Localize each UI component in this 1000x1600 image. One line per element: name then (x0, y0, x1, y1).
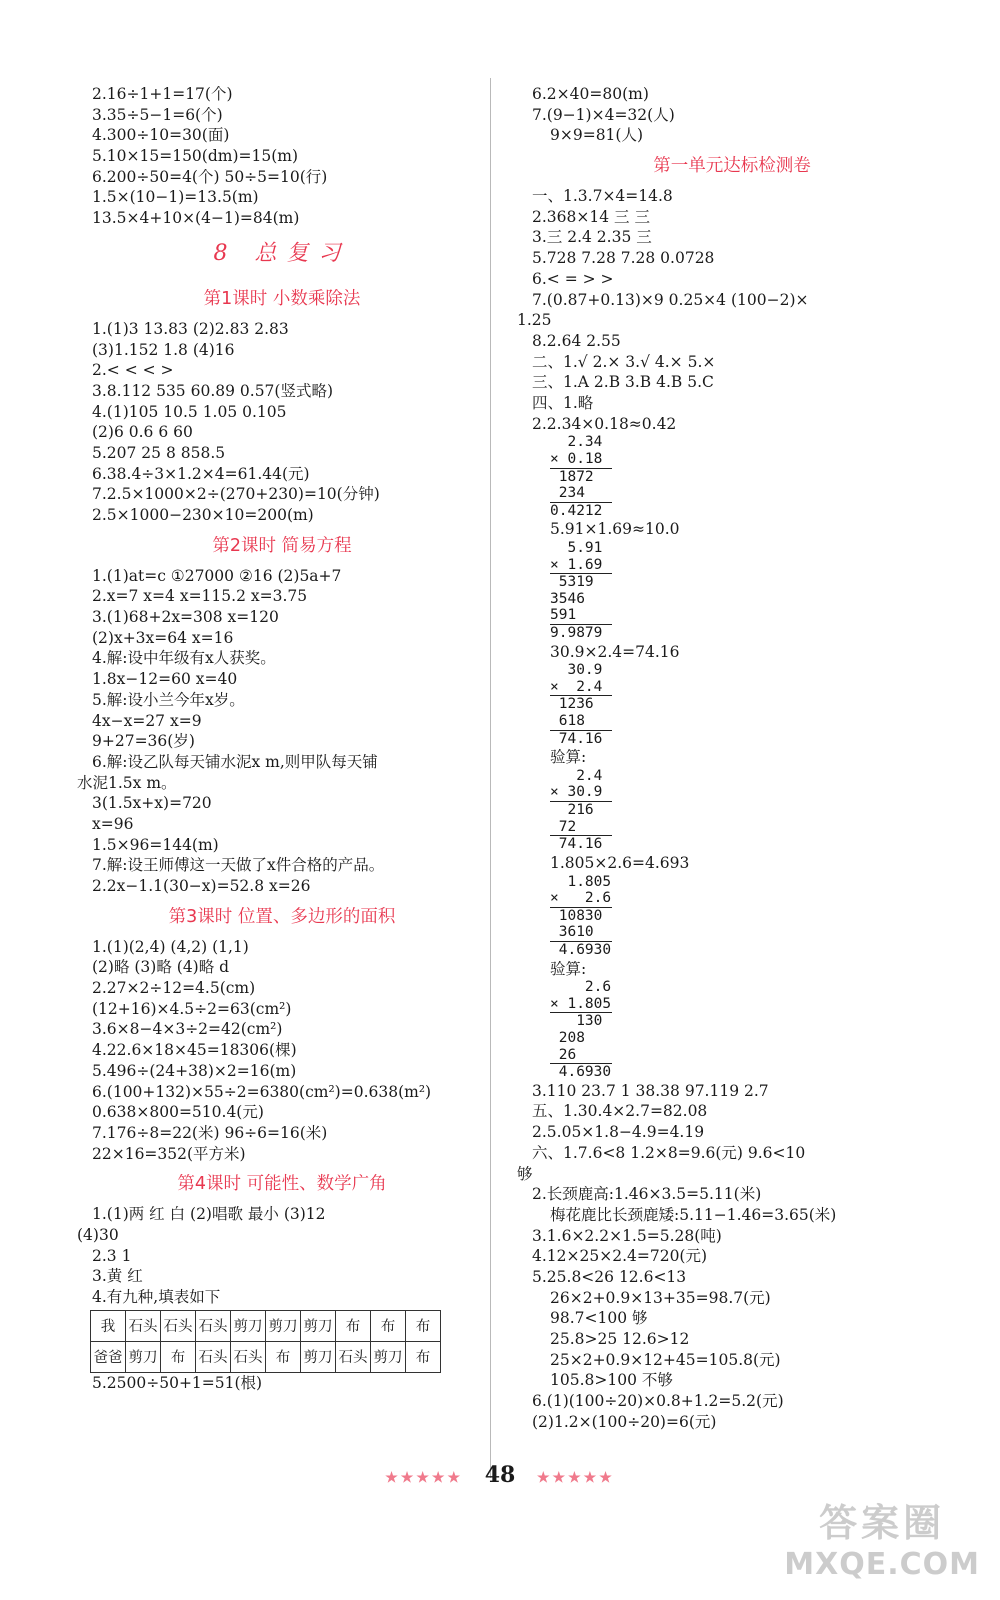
table-cell: 布 (336, 1310, 371, 1341)
calc-row: × 2.4 (550, 678, 603, 695)
outcome-table (90, 1310, 441, 1373)
answer-line: 3.110 23.7 1 38.38 97.119 2.7 (532, 1081, 769, 1100)
calc-row: × 30.9 (550, 784, 603, 801)
answer-line: 0.638×800=510.4(元) (92, 1103, 264, 1122)
calc-row: 26 (550, 1046, 577, 1063)
answer-line: 3.8.112 535 60.89 0.57(竖式略) (92, 381, 334, 400)
calc-row: × 2.6 (550, 890, 612, 907)
answer-line-continued: 水泥1.5x m。 (77, 773, 177, 792)
answer-line: 6.(1)(100÷20)×0.8+1.2=5.2(元) (532, 1392, 784, 1411)
answer-line: 26×2+0.9×13+35=98.7(元) (550, 1288, 771, 1307)
table-cell: 石头 (196, 1310, 231, 1341)
answer-line: 3.1.6×2.2×1.5=5.28(吨) (532, 1226, 722, 1245)
answer-line: 5.10×15=150(dm)=15(m) (92, 147, 299, 166)
answer-line: 1.(1)(2,4) (4,2) (1,1) (92, 937, 249, 956)
calc-row: 5319 (550, 574, 594, 591)
answer-line: 梅花鹿比长颈鹿矮:5.11−1.46=3.65(米) (550, 1205, 837, 1224)
section-heading: 第一单元达标检测卷 (653, 156, 811, 177)
calc-row: 208 (550, 1029, 585, 1046)
answer-line-continued: 够 (517, 1164, 533, 1183)
calc-row: 4.6930 (550, 1064, 612, 1081)
vertical-calculation (550, 979, 932, 1081)
calc-row: × 1.69 (550, 556, 603, 573)
section-heading: 第2课时 简易方程 (212, 535, 352, 556)
table-row (91, 1310, 441, 1341)
answer-line: 四、1.略 (532, 393, 594, 412)
column-divider (490, 78, 491, 1478)
watermark-url: MXQE.COM (784, 1547, 980, 1582)
answer-line: 3(1.5x+x)=720 (92, 794, 212, 813)
answer-line: 6.解:设乙队每天铺水泥x m,则甲队每天铺 (92, 752, 378, 771)
calc-row: 234 (550, 485, 585, 502)
answer-line-continued: (4)30 (77, 1225, 119, 1244)
answer-line: 2.16÷1+1=17(个) (92, 85, 233, 103)
table-cell: 石头 (231, 1341, 266, 1372)
answer-line: 1.(1)两 红 白 (2)唱歌 最小 (3)12 (92, 1205, 326, 1224)
footer-stars-left: ★★★★★ (385, 1470, 464, 1486)
table-cell: 石头 (196, 1341, 231, 1372)
calc-row: 9.9879 (550, 624, 603, 641)
answer-line: 1.8x−12=60 x=40 (92, 670, 238, 689)
vertical-calculation (550, 434, 932, 519)
answer-line: 2.3 1 (92, 1246, 132, 1265)
answer-line: 六、1.7.6<8 1.2×8=9.6(元) 9.6<10 (532, 1143, 806, 1162)
calc-row: 30.9 (550, 662, 603, 679)
answer-line: 5.728 7.28 7.28 0.0728 (532, 249, 715, 268)
answer-line: (2)略 (3)略 (4)略 d (92, 958, 230, 977)
calc-row: 4.6930 (550, 941, 612, 958)
calc-row: 72 (550, 818, 577, 835)
answer-line-continued: 1.25 (517, 311, 552, 330)
answer-line: 8.2.64 2.55 (532, 331, 621, 350)
section-heading: 第4课时 可能性、数学广角 (177, 1174, 387, 1195)
answer-line: 5.25.8<26 12.6<13 (532, 1267, 687, 1286)
calc-row: 2.6 (550, 979, 612, 996)
calc-row: × 1.805 (550, 995, 612, 1012)
table-cell: 剪刀 (126, 1341, 161, 1372)
answer-line: (2)1.2×(100÷20)=6(元) (532, 1412, 717, 1431)
answer-line: 13.5×4+10×(4−1)=84(m) (92, 209, 300, 228)
answer-line: 一、1.3.7×4=14.8 (532, 187, 673, 206)
answer-line: 98.7<100 够 (550, 1309, 648, 1328)
answer-line: 4.22.6×18×45=18306(棵) (92, 1041, 297, 1060)
answer-line: 5.496÷(24+38)×2=16(m) (92, 1061, 297, 1080)
answer-line: 二、1.√ 2.× 3.√ 4.× 5.× (532, 352, 716, 371)
answer-line: 1.(1)3 13.83 (2)2.83 2.83 (92, 319, 289, 338)
table-cell: 布 (406, 1341, 441, 1372)
answer-line: 2.2x−1.1(30−x)=52.8 x=26 (92, 877, 311, 895)
footer-stars-right: ★★★★★ (536, 1470, 615, 1486)
answer-line: 105.8>100 不够 (550, 1371, 673, 1390)
calc-row: 0.4212 (550, 502, 603, 519)
calc-row: 216 (550, 802, 594, 819)
answer-line: 五、1.30.4×2.7=82.08 (532, 1102, 708, 1121)
calc-row: 74.16 (550, 730, 603, 747)
answer-line: 4.有九种,填表如下 (92, 1288, 221, 1306)
vertical-calculation (550, 768, 932, 853)
right-column (517, 84, 932, 1432)
table-cell: 剪刀 (266, 1310, 301, 1341)
answer-line: 6.200÷50=4(个) 50÷5=10(行) (92, 167, 328, 186)
chapter-title: 8 总复习 (213, 240, 351, 266)
calc-row: 2.34 (550, 434, 603, 451)
table-cell: 布 (371, 1310, 406, 1341)
table-cell: 剪刀 (231, 1310, 266, 1341)
calc-row: 618 (550, 713, 585, 729)
answer-line: 25×2+0.9×12+45=105.8(元) (550, 1350, 781, 1369)
answer-line: 3.(1)68+2x=308 x=120 (92, 608, 279, 627)
page-number: 48 (484, 1462, 516, 1488)
answer-line: 3.黄 红 (92, 1267, 143, 1286)
table-cell: 爸爸 (91, 1341, 126, 1372)
calc-row: 5.91 (550, 539, 603, 556)
answer-line: 2.x=7 x=4 x=115.2 x=3.75 (92, 587, 308, 606)
answer-line: 6.(100+132)×55÷2=6380(cm²)=0.638(m²) (92, 1082, 432, 1101)
answer-line: 6.38.4÷3×1.2×4=61.44(元) (92, 464, 310, 483)
answer-line: (12+16)×4.5÷2=63(cm²) (92, 999, 292, 1018)
answer-line: 2.368×14 三 三 (532, 207, 650, 226)
answer-line: 2.< < < > (92, 361, 174, 380)
answer-line: x=96 (92, 814, 134, 833)
calc-row: 1.805 (550, 873, 612, 890)
calc-row: 1236 (550, 696, 594, 713)
answer-line: 2.5.05×1.8−4.9=4.19 (532, 1123, 705, 1142)
table-row (91, 1341, 441, 1372)
table-cell: 布 (406, 1310, 441, 1341)
answer-line: 验算: (550, 959, 587, 978)
calc-row: 1872 (550, 468, 594, 485)
answer-line: 6.< = > > (532, 269, 614, 288)
calc-row: 130 (550, 1013, 603, 1030)
answer-line: 4.解:设中年级有x人获奖。 (92, 649, 276, 668)
calc-row: × 0.18 (550, 450, 603, 467)
calc-row: 2.4 (550, 767, 603, 784)
section-heading: 第3课时 位置、多边形的面积 (168, 906, 396, 927)
table-cell: 石头 (161, 1310, 196, 1341)
answer-line: 2.长颈鹿高:1.46×3.5=5.11(米) (532, 1185, 762, 1204)
answer-line: 6.2×40=80(m) (532, 85, 649, 103)
answer-line: (2)x+3x=64 x=16 (92, 628, 234, 647)
calc-row: 10830 (550, 907, 603, 924)
watermark-title: 答案圈 (819, 1501, 946, 1545)
answer-line: 1.5×96=144(m) (92, 835, 219, 854)
answer-line: 7.(0.87+0.13)×9 0.25×4 (100−2)× (532, 290, 809, 309)
answer-line: 5.91×1.69≈10.0 (550, 520, 680, 539)
answer-line: 三、1.A 2.B 3.B 4.B 5.C (532, 373, 714, 392)
answer-line: 1.805×2.6=4.693 (550, 853, 690, 872)
answer-line: 22×16=352(平方米) (92, 1144, 246, 1163)
answer-line: 3.三 2.4 2.35 三 (532, 228, 652, 247)
answer-line: 30.9×2.4=74.16 (550, 642, 680, 661)
answer-line: 3.35÷5−1=6(个) (92, 105, 223, 124)
answer-line: (2)6 0.6 6 60 (92, 423, 193, 442)
table-cell: 石头 (126, 1310, 161, 1341)
vertical-calculation (550, 540, 932, 642)
answer-line: 4.12×25×2.4=720(元) (532, 1247, 708, 1266)
page-footer (0, 1462, 1000, 1488)
answer-line: 1.5×(10−1)=13.5(m) (92, 188, 259, 207)
calc-row: 74.16 (550, 836, 603, 853)
answer-line: 7.解:设王师傅这一天做了x件合格的产品。 (92, 856, 385, 875)
answer-line: 4x−x=27 x=9 (92, 711, 202, 730)
answer-line: (3)1.152 1.8 (4)16 (92, 340, 235, 359)
answer-line: 4.300÷10=30(面) (92, 126, 230, 145)
vertical-calculation (550, 874, 932, 959)
answer-line: 5.解:设小兰今年x岁。 (92, 690, 245, 709)
section-heading: 第1课时 小数乘除法 (203, 288, 361, 309)
answer-line: 7.(9−1)×4=32(人) (532, 105, 675, 124)
answer-line: 25.8>25 12.6>12 (550, 1330, 690, 1348)
left-column (77, 84, 472, 1393)
answer-line: 4.(1)105 10.5 1.05 0.105 (92, 402, 287, 421)
answer-line: 3.6×8−4×3÷2=42(cm²) (92, 1020, 283, 1039)
table-cell: 剪刀 (301, 1341, 336, 1372)
calc-row: 3610 (550, 924, 594, 941)
answer-line: 2.2.34×0.18≈0.42 (532, 414, 677, 433)
calc-row: 3546 (550, 590, 585, 607)
answer-line: 5.2500÷50+1=51(根) (92, 1373, 263, 1392)
table-cell: 剪刀 (301, 1310, 336, 1341)
table-cell: 布 (266, 1341, 301, 1372)
answer-line: 2.27×2÷12=4.5(cm) (92, 979, 256, 998)
answer-line: 9×9=81(人) (550, 126, 644, 145)
answer-line: 1.(1)at=c ①27000 ②16 (2)5a+7 (92, 566, 342, 585)
answer-line: 9+27=36(岁) (92, 732, 195, 751)
table-cell: 我 (91, 1310, 126, 1341)
watermark-logo (784, 1492, 980, 1582)
calc-row: 591 (550, 607, 577, 624)
table-cell: 剪刀 (371, 1341, 406, 1372)
answer-line: 7.2.5×1000×2÷(270+230)=10(分钟) (92, 485, 380, 504)
vertical-calculation (550, 662, 932, 747)
answer-line: 5.207 25 8 858.5 (92, 443, 226, 462)
table-cell: 布 (161, 1341, 196, 1372)
answer-line: 2.5×1000−230×10=200(m) (92, 506, 314, 524)
answer-line: 验算: (550, 748, 587, 767)
table-cell: 石头 (336, 1341, 371, 1372)
answer-line: 7.176÷8=22(米) 96÷6=16(米) (92, 1123, 328, 1142)
